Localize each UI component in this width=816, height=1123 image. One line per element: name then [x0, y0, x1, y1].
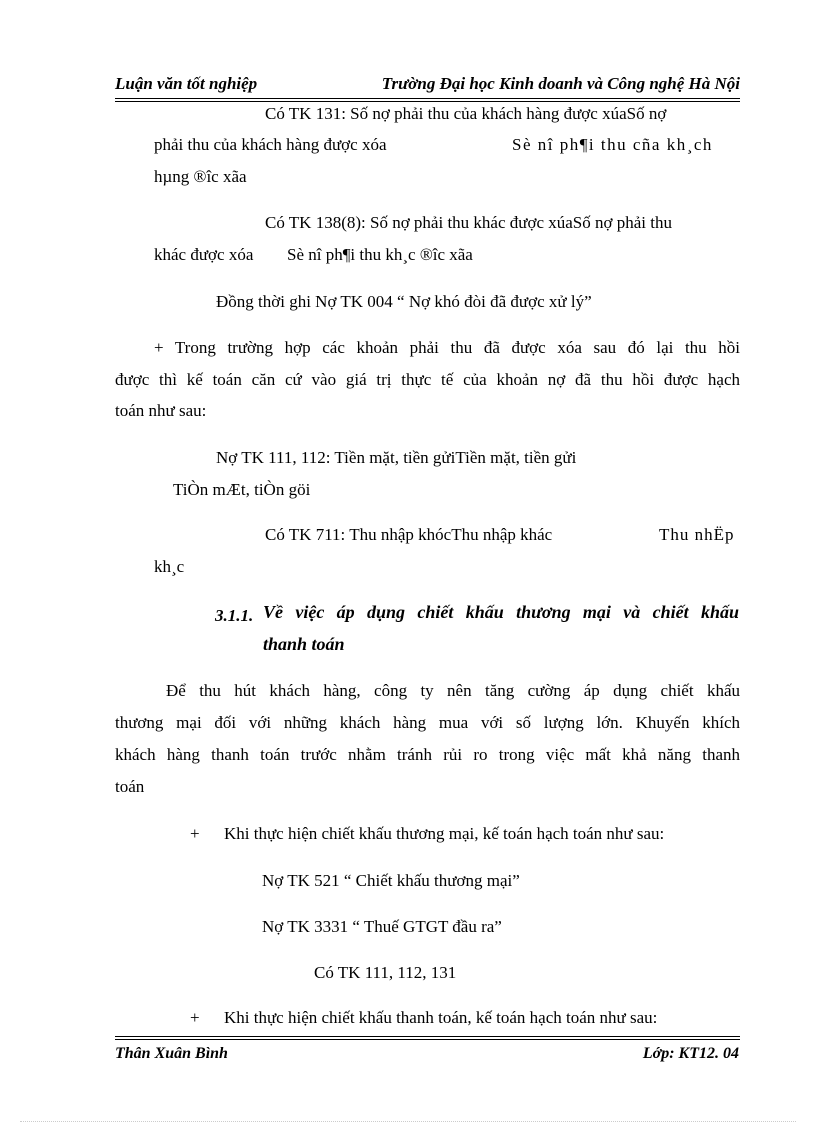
section-number: 3.1.1. — [215, 606, 254, 625]
line-5b: Sè nî ph¶i thu kh¸c ®îc xãa — [287, 245, 473, 264]
line-12a: Có TK 711: Thu nhập khócThu nhập khác — [265, 525, 553, 544]
header-left: Luận văn tốt nghiệp — [115, 74, 258, 93]
section-title-line-2: thanh toán — [263, 634, 345, 654]
para-line-1: Để thu hút khách hàng, công ty nên tăng cường áp dụng chiết khấu — [166, 681, 740, 700]
line-6: Đồng thời ghi Nợ TK 004 “ Nợ khó đòi đã được xử lý” — [216, 292, 592, 311]
footer-right: Lớp: KT12. 04 — [642, 1045, 739, 1062]
line-10: Nợ TK 111, 112: Tiền mặt, tiền gửiTiền mặt, tiền gửi — [216, 448, 577, 467]
section-title-line-1: Về việc áp dụng chiết khấu thương mại và chiết khấu — [263, 602, 739, 622]
bullet-1-symbol: + — [190, 824, 200, 843]
line-1: Có TK 131: Số nợ phải thu của khách hàng được xúaSố nợ — [265, 104, 667, 123]
header-rule-bottom — [115, 101, 740, 102]
line-7: + Trong trường hợp các khoản phải thu đã được xóa sau đó lại thu hồi — [154, 338, 740, 357]
footer-left: Thân Xuân Bình — [115, 1045, 228, 1062]
para-line-4: toán — [115, 777, 145, 796]
header-rule-top — [115, 98, 740, 99]
footer-rule-top — [115, 1036, 740, 1037]
line-3: hµng ®îc xãa — [154, 167, 247, 186]
line-13: kh¸c — [154, 557, 185, 576]
bullet-2-text: Khi thực hiện chiết khấu thanh toán, kế toán hạch toán như sau: — [224, 1008, 658, 1027]
header-right: Trường Đại học Kinh doanh và Công nghệ Hà Nội — [381, 74, 740, 93]
line-2b: Sè nî ph¶i thu cña kh¸ch — [512, 135, 713, 154]
line-12b: Thu nhËp — [659, 525, 735, 544]
line-2a: phải thu của khách hàng được xóa — [154, 135, 387, 154]
bullet-2-symbol: + — [190, 1008, 200, 1027]
line-4: Có TK 138(8): Số nợ phải thu khác được xúaSố nợ phải thu — [265, 213, 672, 232]
line-5a: khác được xóa — [154, 245, 254, 264]
entry-1: Nợ TK 521 “ Chiết khấu thương mại” — [262, 871, 520, 890]
line-9: toán như sau: — [115, 401, 207, 420]
footer-rule-bottom — [115, 1039, 740, 1040]
line-8: được thì kế toán căn cứ vào giá trị thực tế của khoản nợ đã thu hồi được hạch — [115, 370, 740, 389]
para-line-2: thương mại đối với những khách hàng mua với số lượng lớn. Khuyến khích — [115, 713, 740, 732]
page-edge-divider — [20, 1121, 796, 1122]
line-11: TiÒn mÆt, tiÒn göi — [173, 480, 311, 499]
bullet-1-text: Khi thực hiện chiết khấu thương mại, kế toán hạch toán như sau: — [224, 824, 665, 843]
para-line-3: khách hàng thanh toán trước nhằm tránh rủi ro trong việc mất khả năng thanh — [115, 745, 740, 764]
entry-3: Có TK 111, 112, 131 — [314, 963, 457, 982]
entry-2: Nợ TK 3331 “ Thuế GTGT đầu ra” — [262, 917, 502, 936]
